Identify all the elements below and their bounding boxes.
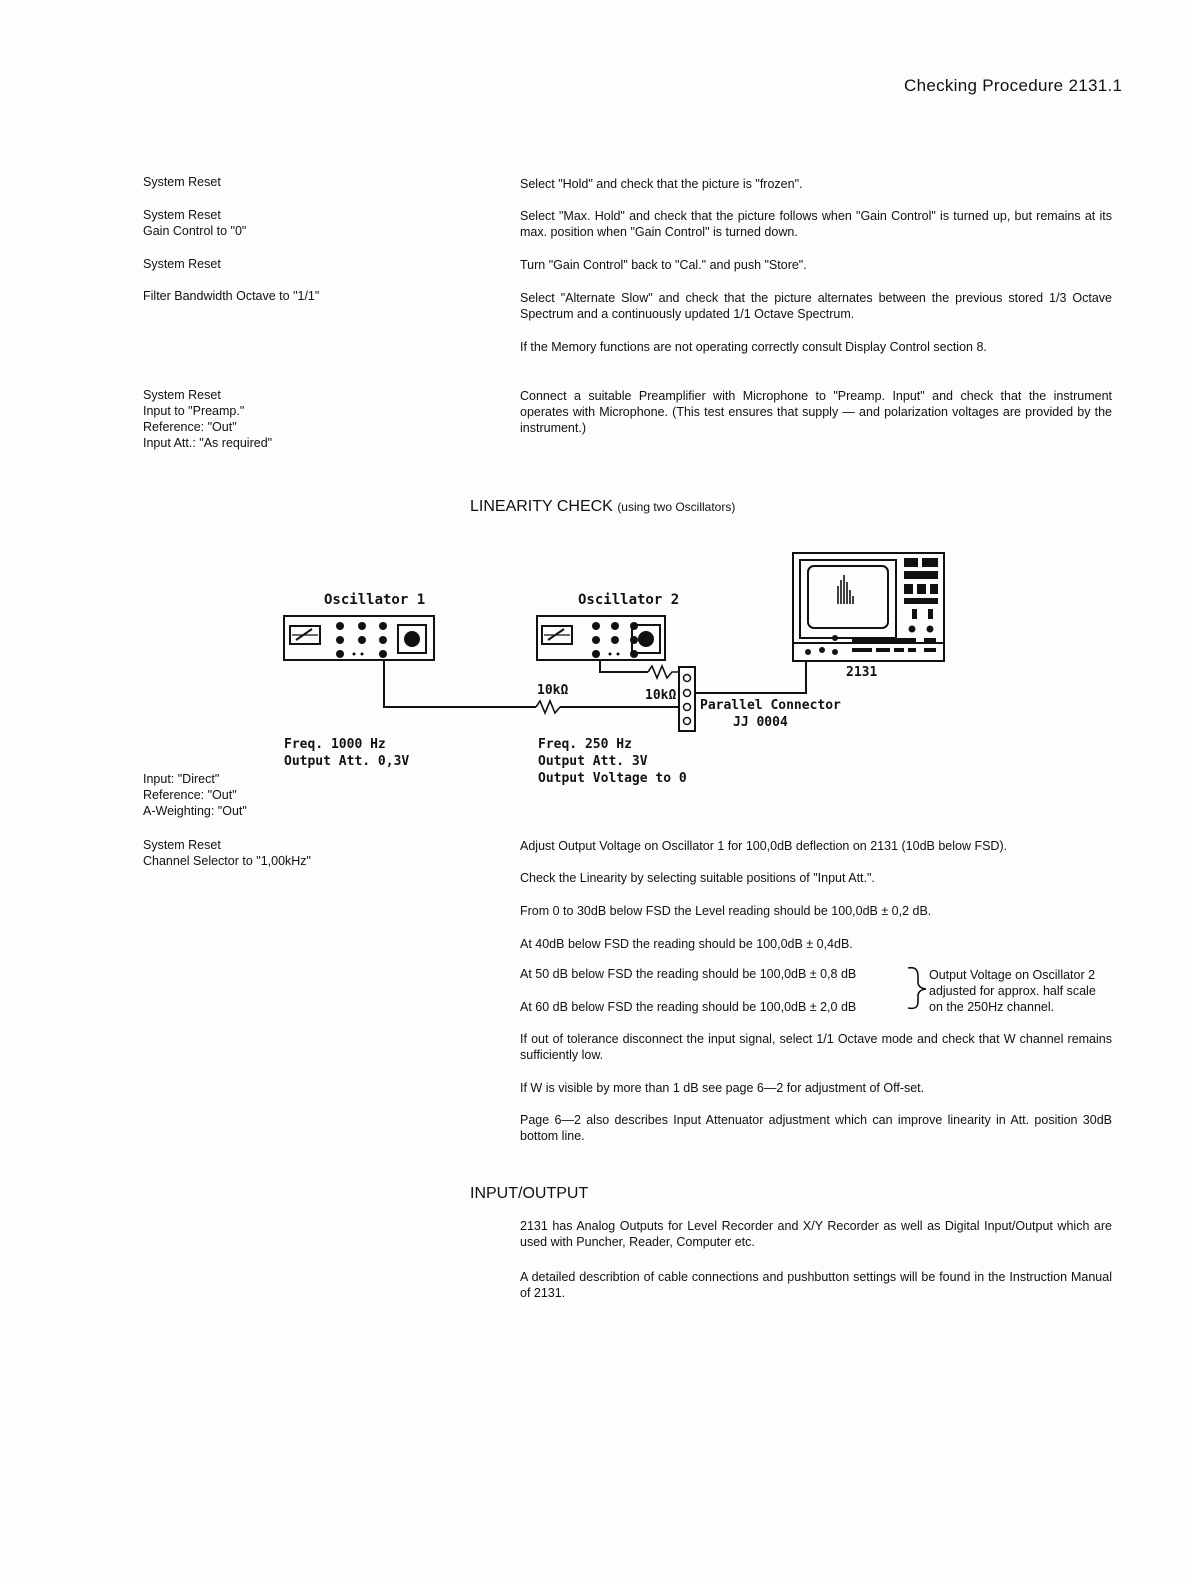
oscillator-knobs <box>336 622 638 658</box>
tolerance-note-line: on the 250Hz channel. <box>929 1000 1055 1014</box>
step-3-setting: System Reset <box>143 257 221 271</box>
linearity-setting: Input: "Direct" <box>143 772 220 786</box>
io-para: A detailed describtion of cable connections and pushbutton settings will be found in the Instruction Manual of 2131. <box>520 1270 1112 1300</box>
page-header: Checking Procedure 2131.1 <box>904 76 1123 95</box>
step-1-instruction: Select "Hold" and check that the picture is "frozen". <box>520 177 803 191</box>
step-4-instruction: Select "Alternate Slow" and check that the picture alternates between the previous stored 1/3 Octave Spectrum and a continuously updated 1/1 Octave Spectrum. <box>520 291 1112 321</box>
step-2-setting: Gain Control to "0" <box>143 224 247 238</box>
linearity-para: At 40dB below FSD the reading should be 100,0dB ± 0,4dB. <box>520 937 853 951</box>
analyzer-panel-keys <box>805 558 938 655</box>
linearity-setting: System Reset <box>143 838 221 852</box>
linearity-title: LINEARITY CHECK <box>470 498 613 515</box>
tolerance-note-line: Output Voltage on Oscillator 2 <box>929 968 1096 982</box>
linearity-para: Adjust Output Voltage on Oscillator 1 for 100,0dB deflection on 2131 (10dB below FSD). <box>520 839 1008 853</box>
connector-label: Parallel Connector <box>700 698 841 713</box>
tolerance-note <box>929 967 1096 1015</box>
linearity-settings-2 <box>143 837 311 869</box>
resistor-icon <box>648 666 679 678</box>
step-6-setting: Reference: "Out" <box>143 420 237 434</box>
io-para: 2131 has Analog Outputs for Level Recorder and X/Y Recorder as well as Digital Input/Output which are used with Puncher, Reader, Computer etc. <box>520 1219 1112 1249</box>
spectrum-icon <box>838 575 853 604</box>
tolerance-60db: At 60 dB below FSD the reading should be 100,0dB ± 2,0 dB <box>520 1000 857 1014</box>
step-3-instruction: Turn "Gain Control" back to "Cal." and push "Store". <box>520 258 807 272</box>
connector-sockets <box>684 675 691 725</box>
connector-part-label: JJ 0004 <box>733 715 788 730</box>
step-6-instruction: Connect a suitable Preamplifier with Microphone to "Preamp. Input" and check that the instrument operates with Microphone. (This test ensures that supply — and polarization voltages are provided by the instrument.) <box>520 389 1112 435</box>
oscillator-2-setting: Output Att. 3V <box>538 754 648 769</box>
memory-note: If the Memory functions are not operating correctly consult Display Control section 8. <box>520 340 987 354</box>
linearity-para: If W is visible by more than 1 dB see page 6—2 for adjustment of Off-set. <box>520 1081 925 1095</box>
linearity-para: From 0 to 30dB below FSD the Level reading should be 100,0dB ± 0,2 dB. <box>520 904 932 918</box>
linearity-para: Check the Linearity by selecting suitable positions of "Input Att.". <box>520 871 875 885</box>
oscillator-2-setting: Output Voltage to 0 <box>538 771 687 786</box>
linearity-para: Page 6—2 also describes Input Attenuator adjustment which can improve linearity in Att. position 30dB bottom line. <box>520 1113 1112 1143</box>
step-6-setting: System Reset <box>143 388 221 402</box>
oscillator-2-setting: Freq. 250 Hz <box>538 737 632 752</box>
step-4-setting: Filter Bandwidth Octave to "1/1" <box>143 289 320 303</box>
step-6-setting: Input Att.: "As required" <box>143 436 273 450</box>
tolerance-50db: At 50 dB below FSD the reading should be 100,0dB ± 0,8 dB <box>520 967 857 981</box>
io-heading: INPUT/OUTPUT <box>470 1185 589 1202</box>
linearity-subtitle: (using two Oscillators) <box>617 500 736 514</box>
analyzer-label: 2131 <box>846 665 878 680</box>
step-1-setting: System Reset <box>143 175 221 189</box>
linearity-setting: A-Weighting: "Out" <box>143 804 247 818</box>
resistor-icon <box>536 701 560 713</box>
curly-brace-icon <box>906 964 930 1014</box>
oscillator-1-setting: Freq. 1000 Hz <box>284 737 386 752</box>
step-6-setting: Input to "Preamp." <box>143 404 245 418</box>
oscillator-1-label: Oscillator 1 <box>324 592 426 608</box>
resistor-1-label: 10kΩ <box>537 683 569 698</box>
oscillator-2-settings <box>538 736 687 787</box>
tolerance-note-line: adjusted for approx. half scale <box>929 984 1096 998</box>
linearity-setting: Reference: "Out" <box>143 788 237 802</box>
oscillator-1-setting: Output Att. 0,3V <box>284 754 410 769</box>
step-2-setting: System Reset <box>143 208 221 222</box>
step-2-instruction: Select "Max. Hold" and check that the picture follows when "Gain Control" is turned up, but remains at its max. position when "Gain Control" is turned down. <box>520 209 1112 239</box>
linearity-settings <box>143 771 247 819</box>
linearity-para: If out of tolerance disconnect the input signal, select 1/1 Octave mode and check that W channel remains sufficiently low. <box>520 1032 1112 1062</box>
linearity-setting: Channel Selector to "1,00kHz" <box>143 854 311 868</box>
resistor-2-label: 10kΩ <box>645 688 677 703</box>
oscillator-1-settings <box>284 736 409 770</box>
oscillator-2-label: Oscillator 2 <box>578 592 680 608</box>
analyzer-2131-device <box>793 553 944 661</box>
